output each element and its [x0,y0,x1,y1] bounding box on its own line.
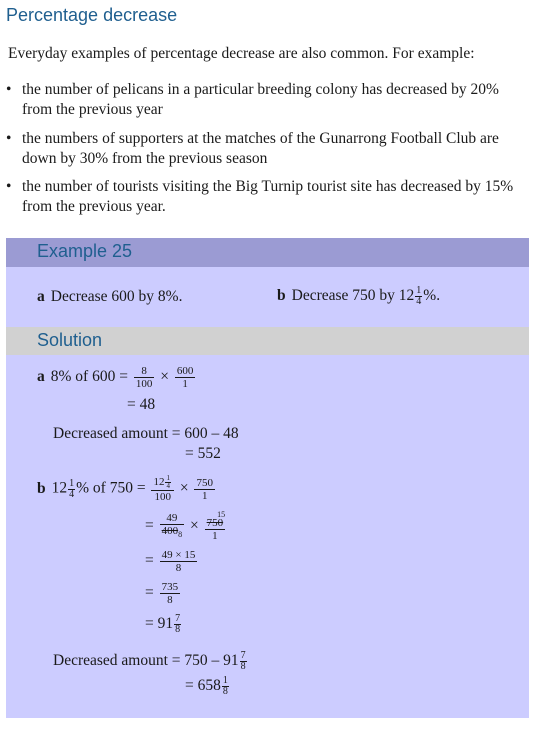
fraction: $\frac{750}{1}$ [196,476,213,502]
fraction: $\frac{600}{1}$ [176,365,194,390]
part-b-text: Decrease 750 by 12 [291,287,415,305]
equals-sign: = [145,517,154,535]
fraction: $\frac{49 \times 15}{8}$ [161,549,196,574]
solution-b-line1 [37,475,217,503]
fraction: $\frac{1}{8}$ [222,675,228,697]
solution-header [6,327,529,355]
fraction: $\frac{7}{8}$ [175,613,181,635]
section-heading: Percentage decrease [6,5,178,25]
solution-a-line2: = 48 [127,396,156,413]
solution-a-line1 [37,365,197,390]
intro-paragraph: Everyday examples of percentage decrease are also common. For example: [8,45,475,62]
solution-b-decreased-line1 [53,651,248,672]
part-label: b [277,287,286,305]
times-sign: × [179,479,189,497]
part-label: a [37,288,45,305]
example-header [6,238,529,267]
fraction: 15 750 1 [206,510,226,542]
decreased-result: = 658 [185,677,221,695]
list-item: • the numbers of supporters at the matches of the Gunarrong Football Club are down by 30% from the previous season [6,129,526,169]
solution-b-line4 [145,581,182,606]
equals-sign: = [145,615,154,633]
solution-a-decreased-line1: Decreased amount = 600 – 48 [53,425,239,442]
mixed-whole: 91 [157,615,174,633]
example-part-a [37,288,182,306]
example-title: Example 25 [37,241,133,261]
example-box [6,238,529,718]
solution-b-line3 [145,549,199,574]
part-label: a [37,368,45,386]
fraction: $\frac{1}{4}$ [416,285,422,307]
equation-lhs: 12 [51,479,68,497]
equals-sign: = [145,552,154,570]
example-part-b [277,286,440,307]
solution-title: Solution [37,330,103,350]
fraction: 12 $\frac{1}{4}$ 100 [151,475,174,503]
equation-lhs: 8% of 600 = [50,368,128,386]
list-item: • the number of tourists visiting the Big Turnip tourist site has decreased by 15% from the previous year. [6,177,526,217]
equals-sign: = [145,584,154,602]
list-item: • the number of pelicans in a particular breeding colony has decreased by 20% from the previous year [6,80,526,120]
times-sign: × [190,517,199,535]
part-a-text: Decrease 600 by 8%. [50,288,183,305]
solution-b-line2 [145,511,227,542]
fraction: $\frac{1}{4}$ [69,477,75,500]
equation-lhs-suffix: % of 750 = [76,479,146,497]
part-label: b [37,479,46,497]
examples-list [6,80,526,226]
solution-b-line5 [145,614,182,635]
fraction: $\frac{8}{100}$ [135,365,153,390]
times-sign: × [160,368,169,386]
fraction: $\frac{735}{8}$ [161,581,179,606]
solution-a-decreased-line2: = 552 [185,445,221,462]
fraction: $\frac{7}{8}$ [240,650,246,672]
solution-b-decreased-line2 [185,676,230,697]
decreased-text: Decreased amount = 750 – 91 [53,652,239,670]
fraction: $\frac{49}{400_8}$ [161,512,183,539]
part-b-suffix: %. [423,287,441,305]
